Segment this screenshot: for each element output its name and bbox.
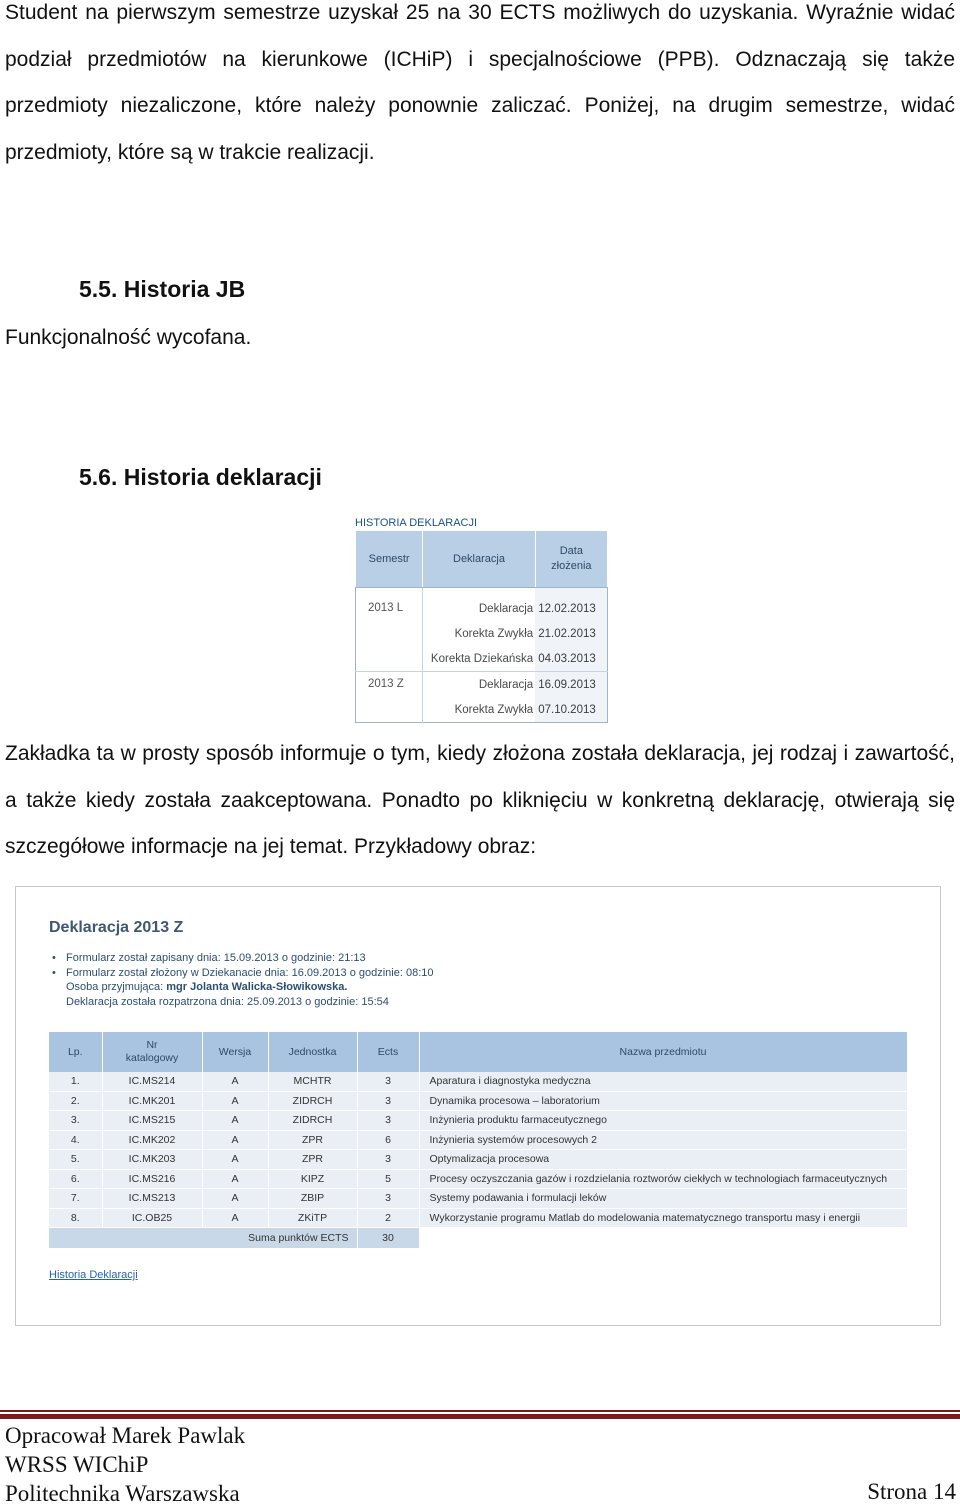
section-text-historia-jb: Funkcjonalność wycofana. bbox=[5, 326, 252, 349]
footer-rule bbox=[0, 1410, 960, 1412]
info-reviewed: Deklaracja została rozpatrzona dnia: 25.09.2013 o godzinie: 15:54 bbox=[66, 995, 389, 1008]
declaration-info-list bbox=[66, 951, 434, 1009]
declaration-type[interactable]: Korekta Dziekańska bbox=[430, 652, 534, 665]
course-lp: 3. bbox=[49, 1111, 102, 1131]
course-code: IC.MK203 bbox=[102, 1150, 202, 1170]
course-name: Systemy podawania i formulacji leków bbox=[419, 1189, 907, 1209]
course-code: IC.MK201 bbox=[102, 1091, 202, 1111]
column-header-date: Data złożenia bbox=[535, 531, 607, 588]
declaration-date: 07.10.2013 bbox=[535, 697, 607, 723]
history-widget bbox=[355, 516, 611, 723]
history-row[interactable] bbox=[356, 672, 608, 698]
declaration-title: Deklaracja 2013 Z bbox=[49, 919, 184, 936]
course-ects: 3 bbox=[357, 1111, 419, 1131]
course-version: A bbox=[202, 1208, 268, 1228]
declaration-date: 16.09.2013 bbox=[535, 672, 607, 698]
column-header-declaration: Deklaracja bbox=[423, 531, 535, 588]
footer-org: WRSS WIChiP bbox=[5, 1452, 149, 1477]
course-name: Inżynieria systemów procesowych 2 bbox=[419, 1130, 907, 1150]
column-header-unit: Jednostka bbox=[268, 1032, 357, 1072]
column-header-semester: Semestr bbox=[356, 531, 423, 588]
footer-rule-thick bbox=[0, 1414, 960, 1419]
course-unit: ZPR bbox=[268, 1150, 357, 1170]
course-row bbox=[49, 1189, 907, 1209]
course-row bbox=[49, 1111, 907, 1131]
ects-sum-value: 30 bbox=[357, 1228, 419, 1249]
course-name: Dynamika procesowa – laboratorium bbox=[419, 1091, 907, 1111]
course-row bbox=[49, 1208, 907, 1228]
course-ects: 3 bbox=[357, 1091, 419, 1111]
course-unit: ZPR bbox=[268, 1130, 357, 1150]
semester-label: 2013 Z bbox=[356, 672, 423, 723]
column-header-lp: Lp. bbox=[49, 1032, 102, 1072]
course-version: A bbox=[202, 1111, 268, 1131]
course-unit: ZBIP bbox=[268, 1189, 357, 1209]
declaration-detail-panel bbox=[15, 886, 941, 1326]
course-name: Wykorzystanie programu Matlab do modelowania matematycznego transportu masy i energii bbox=[419, 1208, 907, 1228]
declaration-type[interactable]: Korekta Zwykła bbox=[454, 703, 534, 716]
course-version: A bbox=[202, 1130, 268, 1150]
course-row bbox=[49, 1091, 907, 1111]
course-code: IC.MS216 bbox=[102, 1169, 202, 1189]
history-declarations-link[interactable]: Historia Deklaracji bbox=[49, 1269, 138, 1281]
course-unit: KIPZ bbox=[268, 1169, 357, 1189]
column-header-course-name: Nazwa przedmiotu bbox=[419, 1032, 907, 1072]
column-header-catalog-number: Nr katalogowy bbox=[102, 1032, 202, 1072]
info-submitted: • Formularz został złożony w Dziekanacie dnia: 16.09.2013 o godzinie: 08:10 bbox=[66, 966, 434, 981]
course-name: Optymalizacja procesowa bbox=[419, 1150, 907, 1170]
course-version: A bbox=[202, 1091, 268, 1111]
course-version: A bbox=[202, 1169, 268, 1189]
course-version: A bbox=[202, 1150, 268, 1170]
declaration-type[interactable]: Deklaracja bbox=[478, 602, 534, 615]
course-code: IC.MS215 bbox=[102, 1111, 202, 1131]
section-heading-historia-jb: 5.5. Historia JB bbox=[79, 276, 246, 302]
course-ects: 6 bbox=[357, 1130, 419, 1150]
declaration-date: 04.03.2013 bbox=[535, 646, 607, 672]
declaration-type[interactable]: Deklaracja bbox=[423, 672, 535, 698]
section-heading-historia-deklaracji: 5.6. Historia deklaracji bbox=[79, 464, 322, 490]
ects-sum-row bbox=[49, 1228, 907, 1249]
history-widget-title: HISTORIA DEKLARACJI bbox=[355, 517, 478, 529]
info-receiver: Osoba przyjmująca: mgr Jolanta Walicka-Słowikowska. bbox=[66, 981, 348, 993]
course-name: Procesy oczyszczania gazów i rozdzielania roztworów ciekłych w technologiach farmaceutycznych bbox=[419, 1169, 907, 1189]
course-ects: 3 bbox=[357, 1150, 419, 1170]
course-unit: ZKiTP bbox=[268, 1208, 357, 1228]
course-lp: 8. bbox=[49, 1208, 102, 1228]
footer-university: Politechnika Warszawska bbox=[5, 1481, 240, 1506]
course-code: IC.MS214 bbox=[102, 1072, 202, 1091]
course-lp: 2. bbox=[49, 1091, 102, 1111]
course-lp: 6. bbox=[49, 1169, 102, 1189]
course-ects: 2 bbox=[357, 1208, 419, 1228]
course-row bbox=[49, 1130, 907, 1150]
history-table bbox=[355, 530, 608, 723]
course-code: IC.OB25 bbox=[102, 1208, 202, 1228]
course-version: A bbox=[202, 1072, 268, 1091]
course-row bbox=[49, 1072, 907, 1091]
course-row bbox=[49, 1169, 907, 1189]
ects-sum-label: Suma punktów ECTS bbox=[49, 1228, 357, 1249]
footer-author: Opracował Marek Pawlak bbox=[5, 1423, 246, 1448]
course-unit: MCHTR bbox=[268, 1072, 357, 1091]
course-ects: 3 bbox=[357, 1072, 419, 1091]
courses-table bbox=[49, 1032, 908, 1249]
course-code: IC.MS213 bbox=[102, 1189, 202, 1209]
course-lp: 5. bbox=[49, 1150, 102, 1170]
footer-page-number: Strona 14 bbox=[867, 1479, 956, 1504]
declaration-date: 21.02.2013 bbox=[535, 621, 607, 646]
declaration-paragraph: Zakładka ta w prosty sposób informuje o tym, kiedy złożona została deklaracja, jej rodzaj i zawartość, a także kiedy została zaakceptowana. Ponadto po kliknięciu w konkretną deklarację, otwierają się szczegółowe informacje na jej temat. Przykładowy obraz: bbox=[5, 742, 955, 858]
course-lp: 7. bbox=[49, 1189, 102, 1209]
course-ects: 3 bbox=[357, 1189, 419, 1209]
receiver-name: mgr Jolanta Walicka-Słowikowska. bbox=[166, 981, 348, 993]
column-header-version: Wersja bbox=[202, 1032, 268, 1072]
course-name: Aparatura i diagnostyka medyczna bbox=[419, 1072, 907, 1091]
declaration-date: 12.02.2013 bbox=[535, 596, 607, 621]
intro-paragraph: Student na pierwszym semestrze uzyskał 25 na 30 ECTS możliwych do uzyskania. Wyraźnie widać podział przedmiotów na kierunkowe (ICHiP) i specjalnościowe (PPB). Odznaczają się także przedmioty niezaliczone, które należy ponownie zaliczać. Poniżej, na drugim semestrze, widać przedmioty, które są w trakcie realizacji. bbox=[5, 1, 955, 164]
column-header-ects: Ects bbox=[357, 1032, 419, 1072]
course-ects: 5 bbox=[357, 1169, 419, 1189]
course-lp: 4. bbox=[49, 1130, 102, 1150]
course-version: A bbox=[202, 1189, 268, 1209]
declaration-type[interactable]: Korekta Zwykła bbox=[454, 627, 534, 640]
course-unit: ZIDRCH bbox=[268, 1111, 357, 1131]
course-code: IC.MK202 bbox=[102, 1130, 202, 1150]
info-saved: • Formularz został zapisany dnia: 15.09.2013 o godzinie: 21:13 bbox=[66, 951, 434, 966]
course-row bbox=[49, 1150, 907, 1170]
course-lp: 1. bbox=[49, 1072, 102, 1091]
course-name: Inżynieria produktu farmaceutycznego bbox=[419, 1111, 907, 1131]
course-unit: ZIDRCH bbox=[268, 1091, 357, 1111]
history-row[interactable] bbox=[356, 596, 608, 621]
semester-label: 2013 L bbox=[356, 596, 423, 672]
